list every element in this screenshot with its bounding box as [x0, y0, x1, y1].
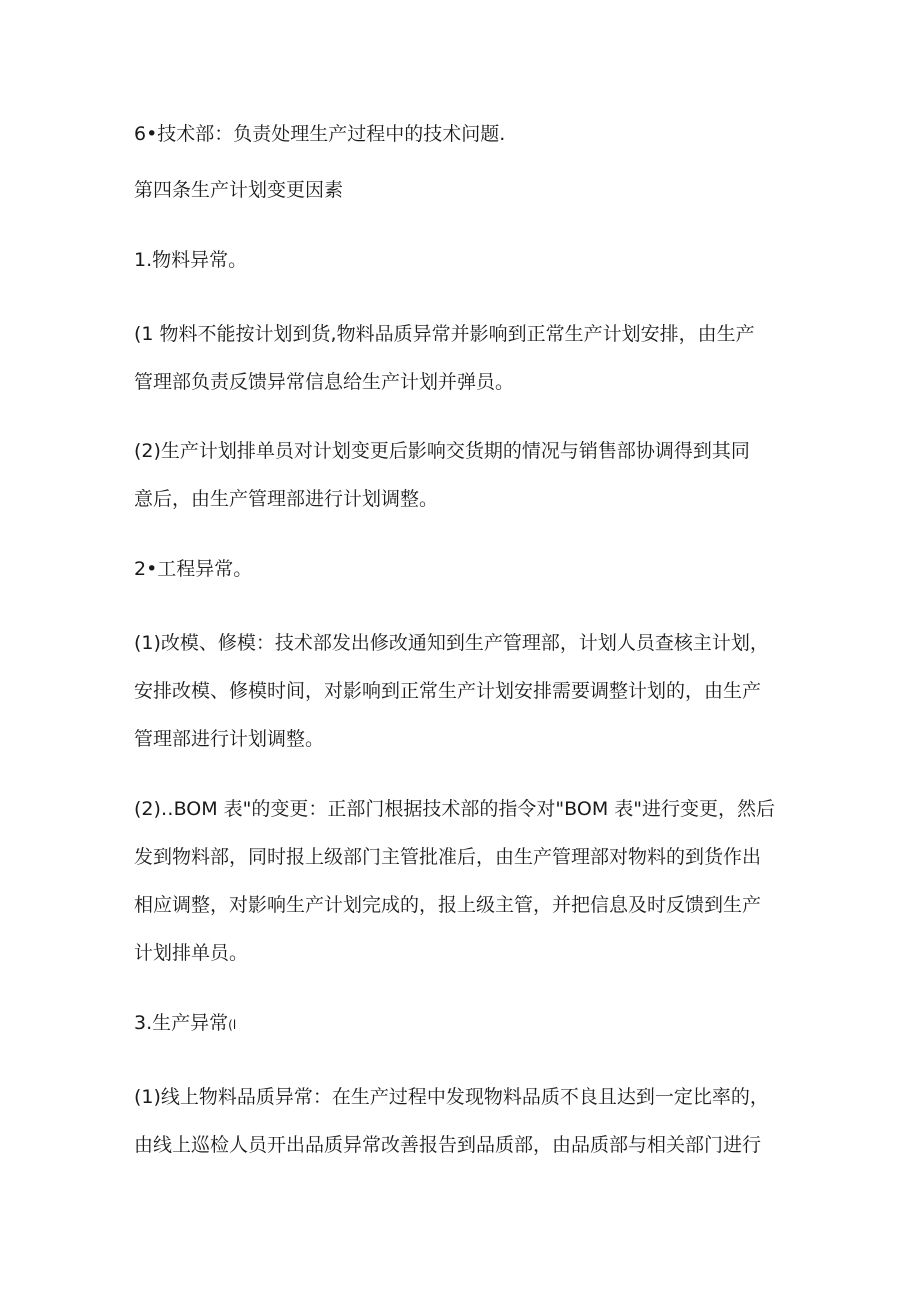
paragraph-line: (1 物料不能按计划到货,物料品质异常并影响到正常生产计划安排，由生产: [134, 323, 755, 345]
paragraph-line: (2)生产计划排单员对计划变更后影响交货期的情况与销售部协调得到其同: [134, 440, 750, 462]
paragraph-line: (1)线上物料品质异常：在生产过程中发现物料品质不良且达到一定比率的，: [134, 1086, 769, 1108]
list-item-heading-row: [134, 1010, 236, 1038]
paragraph-line: (2)‥BOM 表"的变更：正部门根据技术部的指令对"BOM 表"进行变更，然后: [134, 798, 775, 820]
heading-tail-mark: (l: [228, 1018, 237, 1032]
list-item-heading: 1.物料异常。: [134, 249, 248, 271]
paragraph-line: 计划排单员。: [134, 942, 249, 964]
paragraph-line: 发到物料部，同时报上级部门主管批准后，由生产管理部对物料的到货作出: [134, 846, 762, 868]
paragraph-line: 管理部负责反馈异常信息给生产计划并弹员。: [134, 371, 515, 393]
paragraph-line: 安排改模、修模时间，对影响到正常生产计划安排需要调整计划的，由生产: [134, 680, 762, 702]
list-item-heading: 3.生产异常: [134, 1012, 229, 1034]
paragraph-line: 由线上巡检人员开出品质异常改善报告到品质部，由品质部与相关部门进行: [134, 1134, 762, 1156]
paragraph-line: (1)改模、修模：技术部发出修改通知到生产管理部，计划人员查核主计划，: [134, 632, 769, 654]
list-item-heading: 2•工程异常。: [134, 558, 253, 580]
section-heading: 第四条生产计划变更因素: [134, 179, 344, 201]
paragraph-line: 相应调整，对影响生产计划完成的，报上级主管，并把信息及时反馈到生产: [134, 894, 762, 916]
paragraph-line: 意后，由生产管理部进行计划调整。: [134, 488, 439, 510]
paragraph-line: 6•技术部：负责处理生产过程中的技术问题.: [134, 123, 506, 145]
paragraph-line: 管理部进行计划调整。: [134, 728, 325, 750]
